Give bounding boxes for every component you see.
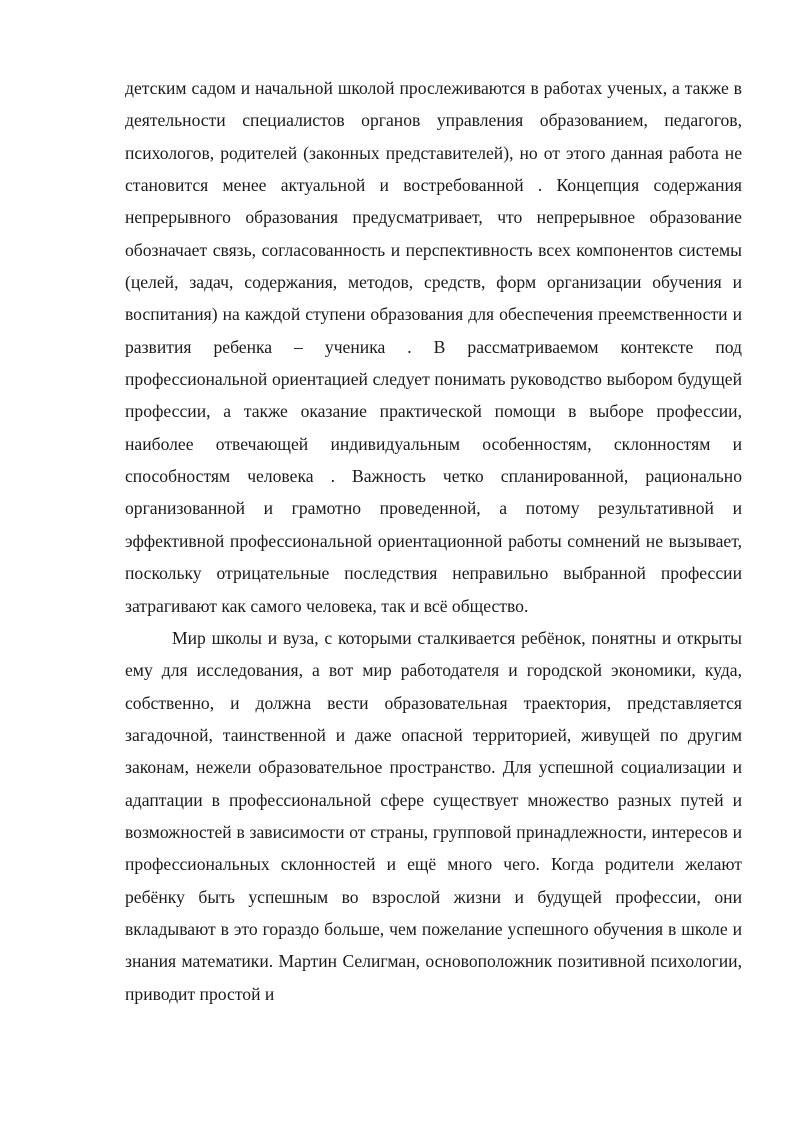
paragraph-1: детским садом и начальной школой прослеживаются в работах ученых, а также в деятельности специалистов органов управления образованием, педагогов, психологов, родителей (законных представителей), но от этого данная работа не становится менее актуальной и востребованной . Концепция содержания непрерывного образования предусматривает, что непрерывное образование обозначает связь, согласованность и перспективность всех компонентов системы (целей, задач, содержания, методов, средств, форм организации обучения и воспитания) на каждой ступени образования для обеспечения преемственности и развития ребенка – ученика . В рассматриваемом контексте под профессиональной ориентацией следует понимать руководство выбором будущей профессии, а также оказание практической помощи в выборе профессии, наиболее отвечающей индивидуальным особенностям, склонностям и способностям человека . Важность четко спланированной, рационально организованной и грамотно проведенной, а потому результативной и эффективной профессиональной ориентационной работы сомнений не вызывает, поскольку отрицательные последствия неправильно выбранной профессии затрагивают как самого человека, так и всё общество. — [125, 78, 742, 616]
paragraph-2: Мир школы и вуза, с которыми сталкивается ребёнок, понятны и открыты ему для исследования, а вот мир работодателя и городской экономики, куда, собственно, и должна вести образовательная траектория, представляется загадочной, таинственной и даже опасной территорией, живущей по другим законам, нежели образовательное пространство. Для успешной социализации и адаптации в профессиональной сфере существует множество разных путей и возможностей в зависимости от страны, групповой принадлежности, интересов и профессиональных склонностей и ещё много чего. Когда родители желают ребёнку быть успешным во взрослой жизни и будущей профессии, они вкладывают в это гораздо больше, чем пожелание успешного обучения в школе и знания математики. Мартин Селигман, основоположник позитивной психологии, приводит простой и — [125, 627, 742, 1004]
body-text — [125, 72, 742, 1010]
